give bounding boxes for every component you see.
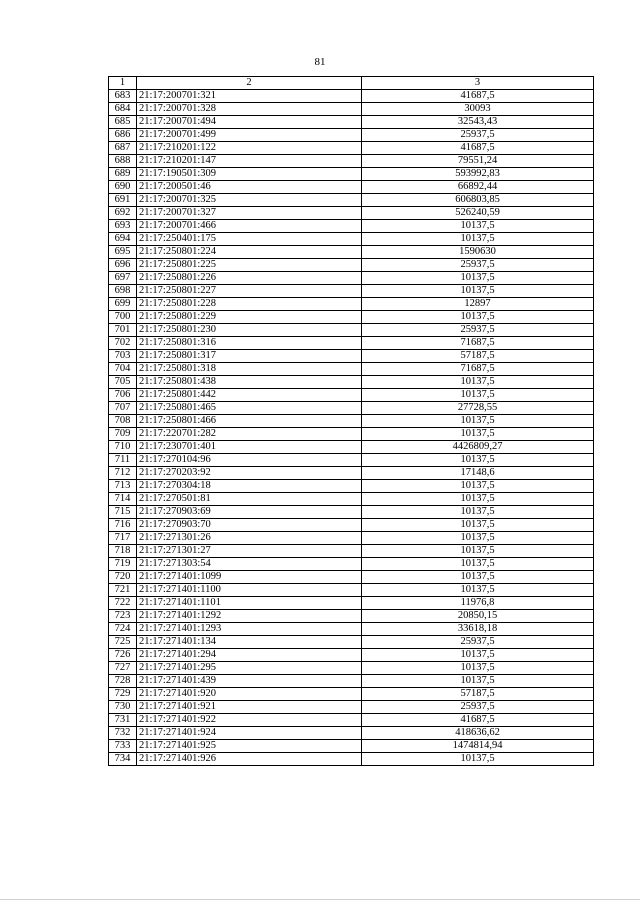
value-cell: 10137,5 (362, 584, 594, 597)
cadastral-number-cell: 21:17:200701:328 (137, 103, 362, 116)
row-number-cell: 723 (109, 610, 137, 623)
row-number-cell: 685 (109, 116, 137, 129)
table-row (109, 168, 594, 181)
row-number-cell: 702 (109, 337, 137, 350)
value-cell: 10137,5 (362, 571, 594, 584)
table-row (109, 714, 594, 727)
row-number-cell: 688 (109, 155, 137, 168)
table-row (109, 467, 594, 480)
row-number-cell: 694 (109, 233, 137, 246)
table-row (109, 207, 594, 220)
cadastral-number-cell: 21:17:250801:438 (137, 376, 362, 389)
table-row (109, 701, 594, 714)
cadastral-number-cell: 21:17:190501:309 (137, 168, 362, 181)
data-table (108, 76, 594, 766)
cadastral-number-cell: 21:17:250801:227 (137, 285, 362, 298)
cadastral-number-cell: 21:17:200501:46 (137, 181, 362, 194)
table-row (109, 532, 594, 545)
row-number-cell: 711 (109, 454, 137, 467)
value-cell: 606803,85 (362, 194, 594, 207)
cadastral-number-cell: 21:17:230701:401 (137, 441, 362, 454)
table-row (109, 519, 594, 532)
cadastral-number-cell: 21:17:250801:224 (137, 246, 362, 259)
value-cell: 10137,5 (362, 753, 594, 766)
row-number-cell: 722 (109, 597, 137, 610)
table-row (109, 350, 594, 363)
cadastral-number-cell: 21:17:271401:924 (137, 727, 362, 740)
cadastral-number-cell: 21:17:271401:1099 (137, 571, 362, 584)
table-row (109, 272, 594, 285)
value-cell: 10137,5 (362, 389, 594, 402)
row-number-cell: 714 (109, 493, 137, 506)
table-row (109, 454, 594, 467)
cadastral-number-cell: 21:17:271301:26 (137, 532, 362, 545)
value-cell: 20850,15 (362, 610, 594, 623)
table-row (109, 545, 594, 558)
table-row (109, 376, 594, 389)
row-number-cell: 699 (109, 298, 137, 311)
table-row (109, 220, 594, 233)
cadastral-number-cell: 21:17:271401:1292 (137, 610, 362, 623)
table-row (109, 428, 594, 441)
row-number-cell: 710 (109, 441, 137, 454)
cadastral-number-cell: 21:17:270203:92 (137, 467, 362, 480)
row-number-cell: 729 (109, 688, 137, 701)
value-cell: 71687,5 (362, 363, 594, 376)
table-row (109, 558, 594, 571)
table-row (109, 402, 594, 415)
row-number-cell: 706 (109, 389, 137, 402)
value-cell: 10137,5 (362, 662, 594, 675)
table-row (109, 116, 594, 129)
table-row (109, 103, 594, 116)
cadastral-number-cell: 21:17:271401:925 (137, 740, 362, 753)
value-cell: 41687,5 (362, 714, 594, 727)
cadastral-number-cell: 21:17:271301:27 (137, 545, 362, 558)
cadastral-number-cell: 21:17:270304:18 (137, 480, 362, 493)
row-number-cell: 731 (109, 714, 137, 727)
value-cell: 10137,5 (362, 233, 594, 246)
row-number-cell: 727 (109, 662, 137, 675)
table-row (109, 90, 594, 103)
table-row (109, 636, 594, 649)
row-number-cell: 701 (109, 324, 137, 337)
value-cell: 25937,5 (362, 324, 594, 337)
cadastral-number-cell: 21:17:250801:316 (137, 337, 362, 350)
table-row (109, 753, 594, 766)
cadastral-number-cell: 21:17:271401:439 (137, 675, 362, 688)
value-cell: 526240,59 (362, 207, 594, 220)
row-number-cell: 684 (109, 103, 137, 116)
cadastral-number-cell: 21:17:210201:147 (137, 155, 362, 168)
row-number-cell: 683 (109, 90, 137, 103)
cadastral-number-cell: 21:17:271401:1293 (137, 623, 362, 636)
row-number-cell: 733 (109, 740, 137, 753)
cadastral-number-cell: 21:17:250801:229 (137, 311, 362, 324)
cadastral-number-cell: 21:17:250801:317 (137, 350, 362, 363)
table-row (109, 688, 594, 701)
value-cell: 10137,5 (362, 415, 594, 428)
cadastral-number-cell: 21:17:200701:466 (137, 220, 362, 233)
value-cell: 10137,5 (362, 545, 594, 558)
value-cell: 71687,5 (362, 337, 594, 350)
row-number-cell: 724 (109, 623, 137, 636)
row-number-cell: 732 (109, 727, 137, 740)
table-row (109, 142, 594, 155)
cadastral-number-cell: 21:17:250801:228 (137, 298, 362, 311)
row-number-cell: 697 (109, 272, 137, 285)
table-row (109, 298, 594, 311)
value-cell: 10137,5 (362, 272, 594, 285)
value-cell: 17148,6 (362, 467, 594, 480)
cadastral-number-cell: 21:17:271401:926 (137, 753, 362, 766)
row-number-cell: 734 (109, 753, 137, 766)
table-row (109, 259, 594, 272)
cadastral-number-cell: 21:17:271401:922 (137, 714, 362, 727)
table-row (109, 363, 594, 376)
row-number-cell: 725 (109, 636, 137, 649)
cadastral-number-cell: 21:17:250401:175 (137, 233, 362, 246)
value-cell: 25937,5 (362, 259, 594, 272)
row-number-cell: 730 (109, 701, 137, 714)
cadastral-number-cell: 21:17:250801:318 (137, 363, 362, 376)
table-row (109, 506, 594, 519)
table-row (109, 480, 594, 493)
row-number-cell: 713 (109, 480, 137, 493)
column-header-1: 1 (109, 77, 137, 90)
row-number-cell: 715 (109, 506, 137, 519)
cadastral-number-cell: 21:17:200701:494 (137, 116, 362, 129)
value-cell: 10137,5 (362, 311, 594, 324)
column-header-3: 3 (362, 77, 594, 90)
row-number-cell: 719 (109, 558, 137, 571)
value-cell: 10137,5 (362, 532, 594, 545)
row-number-cell: 703 (109, 350, 137, 363)
table-row (109, 129, 594, 142)
cadastral-number-cell: 21:17:200701:321 (137, 90, 362, 103)
row-number-cell: 692 (109, 207, 137, 220)
value-cell: 10137,5 (362, 506, 594, 519)
table-row (109, 233, 594, 246)
cadastral-number-cell: 21:17:210201:122 (137, 142, 362, 155)
table-row (109, 181, 594, 194)
row-number-cell: 721 (109, 584, 137, 597)
row-number-cell: 696 (109, 259, 137, 272)
table-row (109, 246, 594, 259)
value-cell: 10137,5 (362, 675, 594, 688)
value-cell: 4426809,27 (362, 441, 594, 454)
row-number-cell: 726 (109, 649, 137, 662)
cadastral-number-cell: 21:17:271401:295 (137, 662, 362, 675)
value-cell: 32543,43 (362, 116, 594, 129)
table-row (109, 662, 594, 675)
row-number-cell: 720 (109, 571, 137, 584)
value-cell: 10137,5 (362, 493, 594, 506)
cadastral-number-cell: 21:17:270104:96 (137, 454, 362, 467)
row-number-cell: 693 (109, 220, 137, 233)
value-cell: 25937,5 (362, 129, 594, 142)
row-number-cell: 695 (109, 246, 137, 259)
value-cell: 25937,5 (362, 636, 594, 649)
value-cell: 66892,44 (362, 181, 594, 194)
cadastral-number-cell: 21:17:250801:466 (137, 415, 362, 428)
cadastral-number-cell: 21:17:270903:70 (137, 519, 362, 532)
cadastral-number-cell: 21:17:250801:442 (137, 389, 362, 402)
value-cell: 27728,55 (362, 402, 594, 415)
table-row (109, 441, 594, 454)
cadastral-number-cell: 21:17:270501:81 (137, 493, 362, 506)
row-number-cell: 717 (109, 532, 137, 545)
cadastral-number-cell: 21:17:200701:327 (137, 207, 362, 220)
row-number-cell: 698 (109, 285, 137, 298)
value-cell: 41687,5 (362, 90, 594, 103)
row-number-cell: 705 (109, 376, 137, 389)
cadastral-number-cell: 21:17:271401:1100 (137, 584, 362, 597)
row-number-cell: 704 (109, 363, 137, 376)
cadastral-number-cell: 21:17:200701:499 (137, 129, 362, 142)
table-row (109, 610, 594, 623)
value-cell: 33618,18 (362, 623, 594, 636)
cadastral-number-cell: 21:17:270903:69 (137, 506, 362, 519)
table-row (109, 740, 594, 753)
row-number-cell: 716 (109, 519, 137, 532)
cadastral-number-cell: 21:17:250801:225 (137, 259, 362, 272)
table-row (109, 337, 594, 350)
cadastral-number-cell: 21:17:271401:294 (137, 649, 362, 662)
table-body (109, 90, 594, 766)
cadastral-number-cell: 21:17:220701:282 (137, 428, 362, 441)
value-cell: 57187,5 (362, 350, 594, 363)
value-cell: 1590630 (362, 246, 594, 259)
table-row (109, 597, 594, 610)
table-row (109, 194, 594, 207)
table-row (109, 493, 594, 506)
row-number-cell: 707 (109, 402, 137, 415)
row-number-cell: 712 (109, 467, 137, 480)
row-number-cell: 728 (109, 675, 137, 688)
cadastral-number-cell: 21:17:271401:134 (137, 636, 362, 649)
table-row (109, 285, 594, 298)
cadastral-number-cell: 21:17:271401:920 (137, 688, 362, 701)
value-cell: 1474814,94 (362, 740, 594, 753)
column-header-2: 2 (137, 77, 362, 90)
value-cell: 10137,5 (362, 649, 594, 662)
row-number-cell: 686 (109, 129, 137, 142)
page-edge-divider (0, 899, 640, 900)
table-row (109, 311, 594, 324)
value-cell: 11976,8 (362, 597, 594, 610)
table-row (109, 649, 594, 662)
cadastral-number-cell: 21:17:271401:921 (137, 701, 362, 714)
row-number-cell: 708 (109, 415, 137, 428)
row-number-cell: 690 (109, 181, 137, 194)
value-cell: 57187,5 (362, 688, 594, 701)
value-cell: 25937,5 (362, 701, 594, 714)
table-row (109, 623, 594, 636)
value-cell: 10137,5 (362, 285, 594, 298)
table-row (109, 155, 594, 168)
table-row (109, 571, 594, 584)
value-cell: 10137,5 (362, 428, 594, 441)
value-cell: 10137,5 (362, 480, 594, 493)
row-number-cell: 691 (109, 194, 137, 207)
value-cell: 418636,62 (362, 727, 594, 740)
table-row (109, 324, 594, 337)
value-cell: 12897 (362, 298, 594, 311)
value-cell: 10137,5 (362, 558, 594, 571)
table-row (109, 727, 594, 740)
value-cell: 41687,5 (362, 142, 594, 155)
cadastral-number-cell: 21:17:271303:54 (137, 558, 362, 571)
cadastral-number-cell: 21:17:250801:465 (137, 402, 362, 415)
row-number-cell: 718 (109, 545, 137, 558)
value-cell: 10137,5 (362, 376, 594, 389)
row-number-cell: 709 (109, 428, 137, 441)
cadastral-number-cell: 21:17:271401:1101 (137, 597, 362, 610)
row-number-cell: 687 (109, 142, 137, 155)
value-cell: 593992,83 (362, 168, 594, 181)
table-row (109, 415, 594, 428)
value-cell: 30093 (362, 103, 594, 116)
cadastral-number-cell: 21:17:200701:325 (137, 194, 362, 207)
page-number: 81 (314, 56, 326, 68)
table-row (109, 389, 594, 402)
row-number-cell: 689 (109, 168, 137, 181)
cadastral-number-cell: 21:17:250801:226 (137, 272, 362, 285)
value-cell: 10137,5 (362, 454, 594, 467)
table-header-row (109, 77, 594, 90)
cadastral-number-cell: 21:17:250801:230 (137, 324, 362, 337)
value-cell: 10137,5 (362, 220, 594, 233)
row-number-cell: 700 (109, 311, 137, 324)
value-cell: 79551,24 (362, 155, 594, 168)
table-row (109, 675, 594, 688)
table-row (109, 584, 594, 597)
value-cell: 10137,5 (362, 519, 594, 532)
